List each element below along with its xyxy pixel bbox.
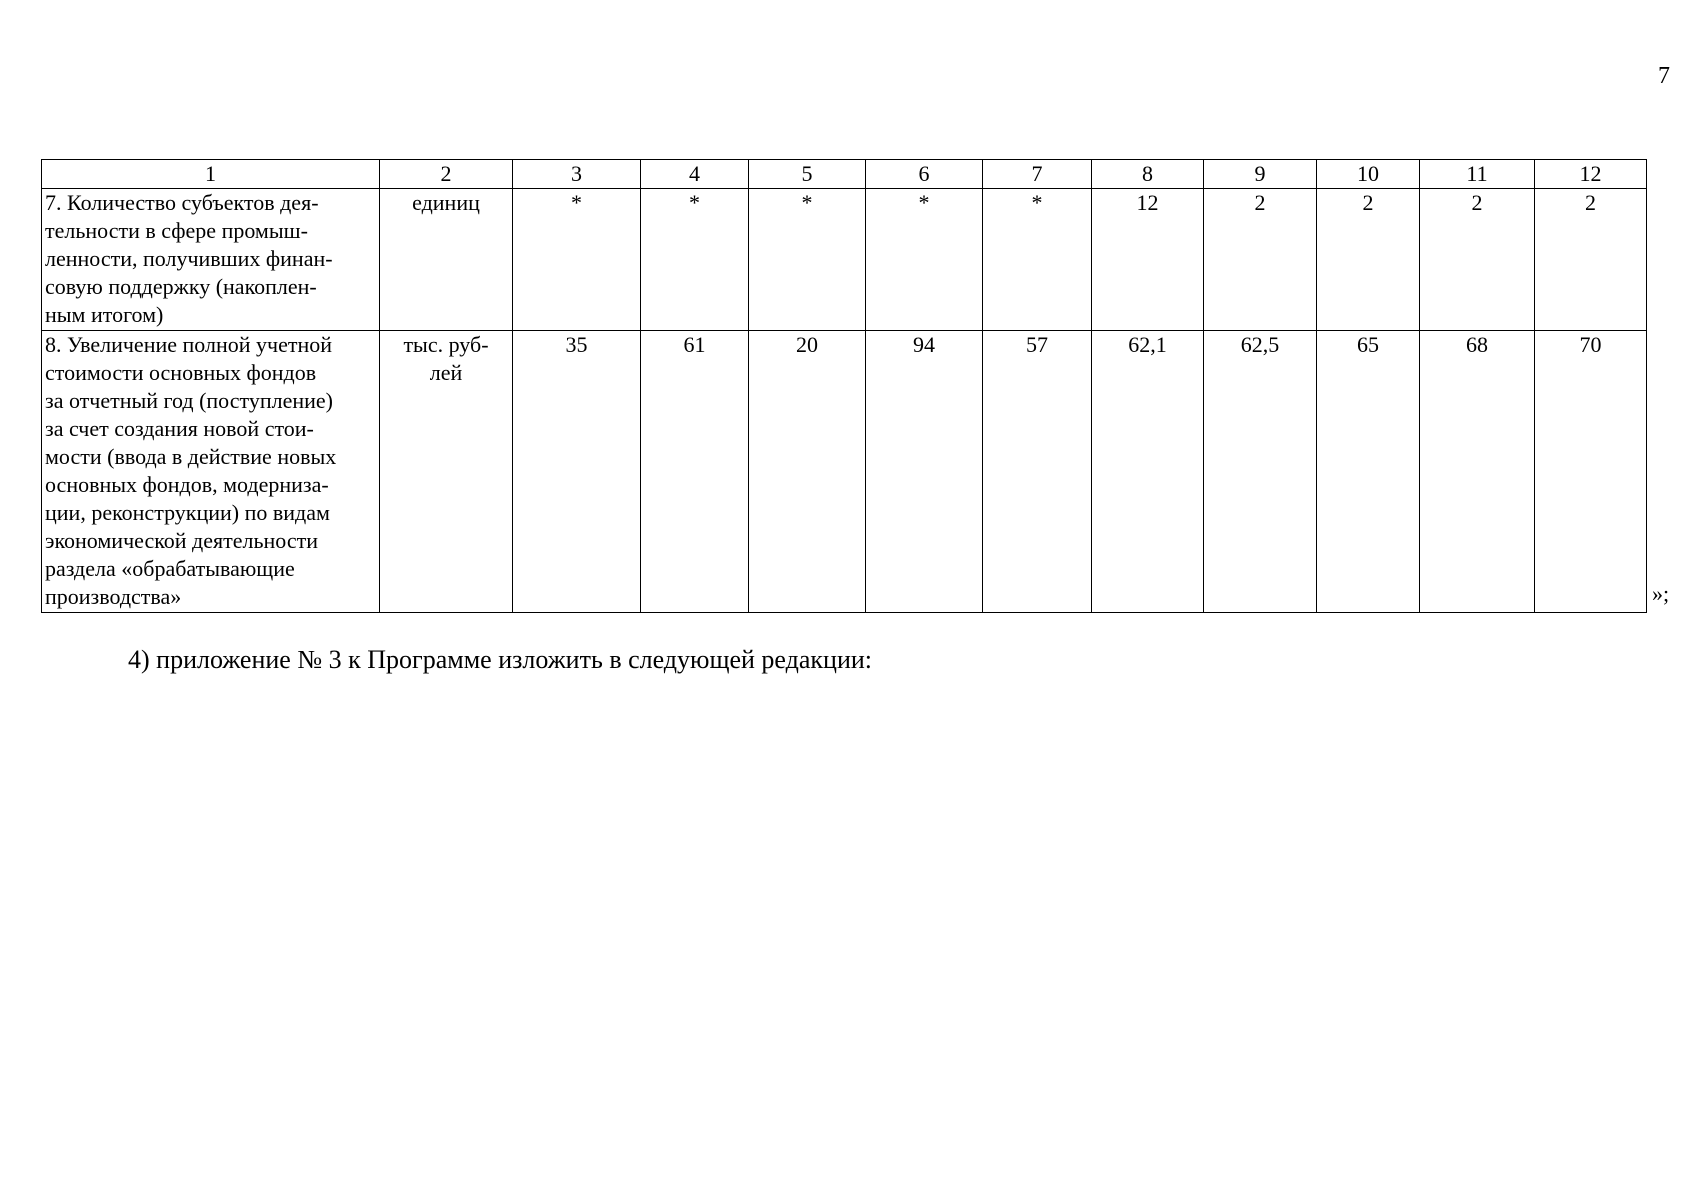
value-cell: * — [866, 189, 983, 331]
column-number: 2 — [380, 160, 513, 189]
table-row-indicator-8 — [42, 331, 1647, 613]
indicator-name-line: 8. Увеличение полной учетной — [45, 332, 333, 357]
column-number: 9 — [1204, 160, 1317, 189]
value-cell: 61 — [641, 331, 749, 613]
column-number: 8 — [1092, 160, 1204, 189]
value-cell: 2 — [1317, 189, 1420, 331]
column-number: 10 — [1317, 160, 1420, 189]
indicator-name-line: ции, реконструкции) по видам — [45, 500, 330, 525]
unit-line: тыс. руб- — [403, 332, 489, 357]
indicators-table-container — [41, 159, 1646, 613]
indicator-name-line: ленности, получивших финан- — [45, 246, 333, 271]
value-cell: 62,1 — [1092, 331, 1204, 613]
column-number: 3 — [513, 160, 641, 189]
value-cell: 2 — [1420, 189, 1535, 331]
column-number: 1 — [42, 160, 380, 189]
closing-quote-mark: »; — [1652, 581, 1670, 606]
body-paragraph: 4) приложение № 3 к Программе изложить в следующей редакции: — [128, 645, 872, 674]
indicator-name-line: за счет создания новой стои- — [45, 416, 314, 441]
value-cell: 2 — [1204, 189, 1317, 331]
unit-cell — [380, 189, 513, 331]
indicator-name-line: мости (ввода в действие новых — [45, 444, 337, 469]
value-cell: * — [513, 189, 641, 331]
column-number: 7 — [983, 160, 1092, 189]
indicator-name-line: экономической деятельности — [45, 528, 318, 553]
indicator-name-line: 7. Количество субъектов дея- — [45, 190, 319, 215]
indicator-name-line: совую поддержку (накоплен- — [45, 274, 317, 299]
value-cell: * — [641, 189, 749, 331]
value-cell: 35 — [513, 331, 641, 613]
column-number: 11 — [1420, 160, 1535, 189]
indicator-name-line: производства» — [45, 584, 182, 609]
column-number: 6 — [866, 160, 983, 189]
indicator-name-line: за отчетный год (поступление) — [45, 388, 333, 413]
value-cell: 68 — [1420, 331, 1535, 613]
value-cell: * — [749, 189, 866, 331]
value-cell: 65 — [1317, 331, 1420, 613]
value-cell: 2 — [1535, 189, 1647, 331]
column-number: 12 — [1535, 160, 1647, 189]
unit-line: лей — [429, 360, 463, 385]
indicator-name-line: раздела «обрабатывающие — [45, 556, 295, 581]
value-cell: 94 — [866, 331, 983, 613]
page-number: 7 — [1658, 63, 1670, 89]
indicator-name-cell — [42, 189, 380, 331]
value-cell: * — [983, 189, 1092, 331]
indicator-name-cell — [42, 331, 380, 613]
unit-line: единиц — [412, 190, 480, 215]
indicator-name-line: стоимости основных фондов — [45, 360, 317, 385]
table-row-indicator-7 — [42, 189, 1647, 331]
indicators-table — [41, 159, 1647, 613]
indicator-name-line: ным итогом) — [45, 302, 164, 327]
value-cell: 62,5 — [1204, 331, 1317, 613]
value-cell: 70 — [1535, 331, 1647, 613]
value-cell: 20 — [749, 331, 866, 613]
value-cell: 57 — [983, 331, 1092, 613]
column-number: 5 — [749, 160, 866, 189]
value-cell: 12 — [1092, 189, 1204, 331]
column-number: 4 — [641, 160, 749, 189]
column-number-row — [42, 160, 1647, 189]
indicator-name-line: основных фондов, модерниза- — [45, 472, 329, 497]
unit-cell — [380, 331, 513, 613]
indicator-name-line: тельности в сфере промыш- — [45, 218, 308, 243]
